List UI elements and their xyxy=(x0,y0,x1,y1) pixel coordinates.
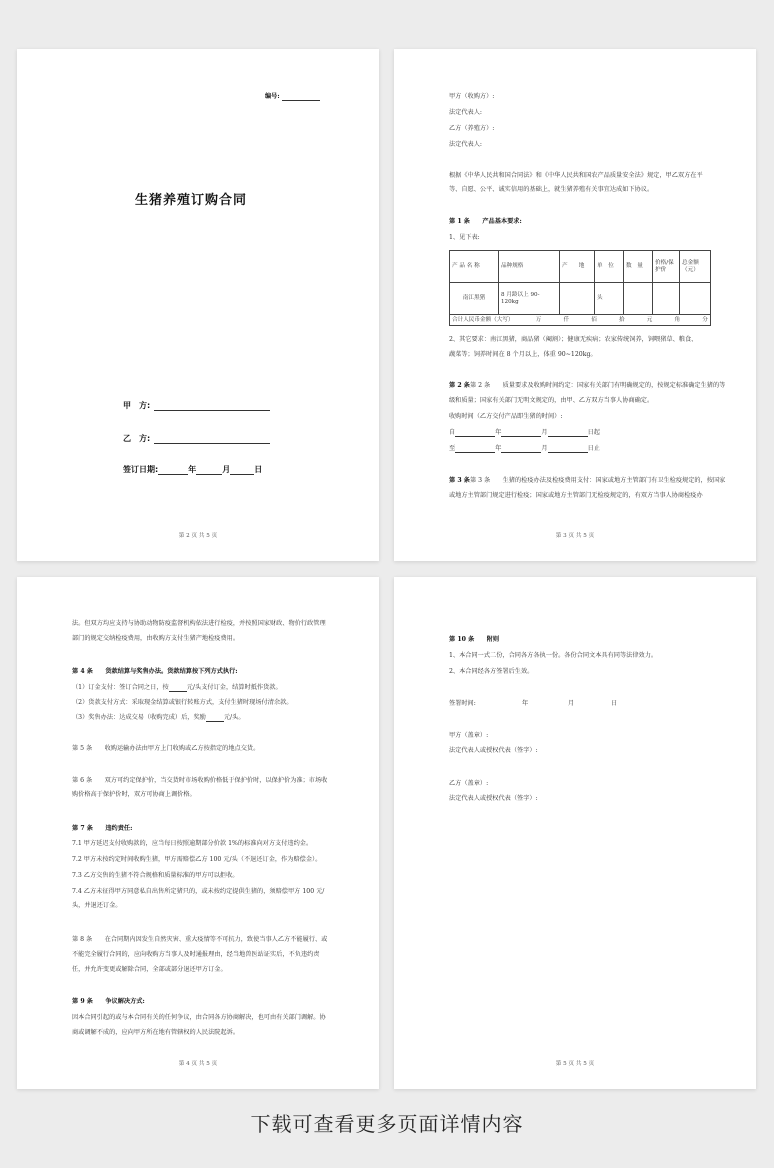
section-heading: 第 4 条 货款结算与奖售办法。货款结算按下列方式执行: xyxy=(72,668,238,675)
text-line: 第 8 条 在合同期内因发生自然灾害、重大疫情等不可抗力，致使当事人乙方不能履行、或 xyxy=(72,936,328,943)
table-cell xyxy=(624,283,653,315)
table-cell: 8 月龄以上 90-120kg xyxy=(499,283,560,315)
text-line: 第 5 条 收购运输办法由甲方上门收购或乙方按指定的地点交货。 xyxy=(72,745,260,752)
text-line: 根据《中华人民共和国合同法》和《中华人民共和国农产品质量安全法》规定，甲乙双方在平 xyxy=(449,172,703,179)
table-cell xyxy=(680,283,711,315)
table-header: 价格/保护价 xyxy=(653,251,680,283)
table-header: 品种规格 xyxy=(499,251,560,283)
text-line: 7.2 甲方未按约定时间收购生猪，甲方需赔偿乙方 100 元/头（不退还订金，作为赔偿金）。 xyxy=(72,856,322,863)
page-5 xyxy=(394,577,756,1089)
text-line: 1、本合同一式二份，合同各方各执一份。各份合同文本具有同等法律效力。 xyxy=(449,652,658,659)
sign-time-year: 年 xyxy=(522,700,529,707)
sign-time-day: 日 xyxy=(611,700,618,707)
table-header: 总金额（元） xyxy=(680,251,711,283)
text-line: 法定代表人: xyxy=(449,109,483,116)
text-line: 级和质量；国家有关部门无明文规定的，由甲、乙方双方当事人协商确定。 xyxy=(449,397,654,404)
table-header: 数 量 xyxy=(624,251,653,283)
section-heading: 第 1 条 产品基本要求: xyxy=(449,218,522,225)
table-cell xyxy=(653,283,680,315)
party-b-seal: 乙方（盖章）: xyxy=(449,780,489,787)
text-line: 任，并允许变更或解除合同，全部或部分退还甲方订金。 xyxy=(72,966,227,973)
product-spec-table xyxy=(449,250,711,326)
date-range-to: 至 年 月 日止 xyxy=(449,445,600,452)
text-line: （2）货款支付方式：采取现金结算或银行转账方式，支付生猪时现场付清余款。 xyxy=(72,699,293,706)
text-line: （1）订金支付：签订合同之日，按 元/头支付订金，结算时抵作货款。 xyxy=(72,684,282,691)
sign-date-line: 签订日期: 年 月 日 xyxy=(123,465,263,474)
table-cell: 南江黑猪 xyxy=(450,283,499,315)
text-line: 7.3 乙方交售的生猪不符合规格和质量标准的甲方可以拒收。 xyxy=(72,872,239,879)
text-line: 甲方（收购方）: xyxy=(449,93,495,100)
download-more-text: 下载可查看更多页面详情内容 xyxy=(250,1112,524,1136)
text-line: 商或调解不成的，应向甲方所在地有管辖权的人民法院起诉。 xyxy=(72,1029,240,1036)
text-line: 购价格高于保护价时，双方可协商上调价格。 xyxy=(72,791,196,798)
party-a-line: 甲 方: xyxy=(123,400,270,411)
text-line: 收购时间（乙方交付产品即生猪的时间）: xyxy=(449,413,563,420)
page-number: 第 5 页 共 5 页 xyxy=(555,1061,595,1067)
text-line: 头，并退还订金。 xyxy=(72,902,122,909)
section-heading: 第 9 条 争议解决方式: xyxy=(72,998,145,1005)
section-heading: 第 10 条 附则 xyxy=(449,636,500,643)
text-line: 乙方（养殖方）: xyxy=(449,125,495,132)
table-cell: 头 xyxy=(595,283,624,315)
text-line: 第 3 条第 3 条 生猪的检疫办法及检疫费用支付：国家或地方主管部门有卫生检疫规定的，按国家 xyxy=(449,477,726,484)
page-number: 第 2 页 共 5 页 xyxy=(178,533,218,539)
party-a-signature: 法定代表人或授权代表（签字）: xyxy=(449,747,538,754)
text-line: 第 2 条第 2 条 质量要求及收购时间约定：国家有关部门有明确规定的，按规定标准确定生猪的等 xyxy=(449,382,726,389)
table-header: 单 位 xyxy=(595,251,624,283)
text-line: 7.1 甲方延迟支付收购款的，应当每日按照逾期部分价款 1%的标准向对方支付违约金。 xyxy=(72,840,313,847)
text-line: （3）奖售办法：达成交易（收购完成）后，奖励 元/头。 xyxy=(72,714,245,721)
text-line: 2、其它要求：南江黑猪，商品猪（阉割）；健康无疾病；农家传统饲养，饲喂猪草、粮食、 xyxy=(449,336,698,343)
text-line: 法定代表人: xyxy=(449,141,483,148)
party-a-seal: 甲方（盖章）: xyxy=(449,732,489,739)
page-3 xyxy=(394,49,756,561)
text-line: 第 6 条 双方可约定保护价，当交货时市场收购价格低于保护价时，以保护价为准；市场收 xyxy=(72,777,328,784)
table-cell xyxy=(560,283,595,315)
table-total-row: 合计人民币金额（大写） 万 仟 佰 拾 元 角 分 xyxy=(450,315,711,326)
text-line: 法。但双方均应支持与协助动物防疫监督机构依法进行检疫，并按照国家财政、物价行政管理 xyxy=(72,620,326,627)
contract-number: 编号: xyxy=(265,93,320,101)
contract-title: 生猪养殖订购合同 xyxy=(135,193,248,208)
party-b-signature: 法定代表人或授权代表（签字）: xyxy=(449,795,538,802)
table-header: 产 品 名 称 xyxy=(450,251,499,283)
party-b-line: 乙 方: xyxy=(123,433,270,444)
page-2 xyxy=(17,49,379,561)
text-line: 等、自愿、公平、诚实信用的基础上，就生猪养殖有关事宜达成如下协议。 xyxy=(449,186,654,193)
date-range-from: 自 年 月 日起 xyxy=(449,429,600,436)
page-4 xyxy=(17,577,379,1089)
text-line: 1、见下表: xyxy=(449,234,480,241)
text-line: 不能完全履行合同的，应向收购方当事人及时通报理由，经当地兽医站证实后，不负违约责 xyxy=(72,951,320,958)
section-heading: 第 7 条 违约责任: xyxy=(72,825,133,832)
text-line: 部门的规定交纳检疫费用，由收购方支付生猪产地检疫费用。 xyxy=(72,635,240,642)
sign-time-month: 月 xyxy=(568,700,575,707)
text-line: 因本合同引起的或与本合同有关的任何争议，由合同各方协商解决，也可由有关部门调解。协 xyxy=(72,1014,326,1021)
sign-time-label: 签署时间: xyxy=(449,700,476,707)
table-header: 产 地 xyxy=(560,251,595,283)
page-number: 第 4 页 共 5 页 xyxy=(178,1061,218,1067)
text-line: 或地方主管部门规定进行检疫；国家或地方主管部门无检疫规定的，有双方当事人协商检疫办 xyxy=(449,492,703,499)
text-line: 蔬菜等；饲养时间在 8 个月以上，体重 90~120kg。 xyxy=(449,351,597,358)
text-line: 2、本合同经各方签署后生效。 xyxy=(449,668,534,675)
page-number: 第 3 页 共 5 页 xyxy=(555,533,595,539)
text-line: 7.4 乙方未征得甲方同意私自出售所定猪只的，或未按约定提供生猪的，须赔偿甲方 100 元/ xyxy=(72,888,325,895)
